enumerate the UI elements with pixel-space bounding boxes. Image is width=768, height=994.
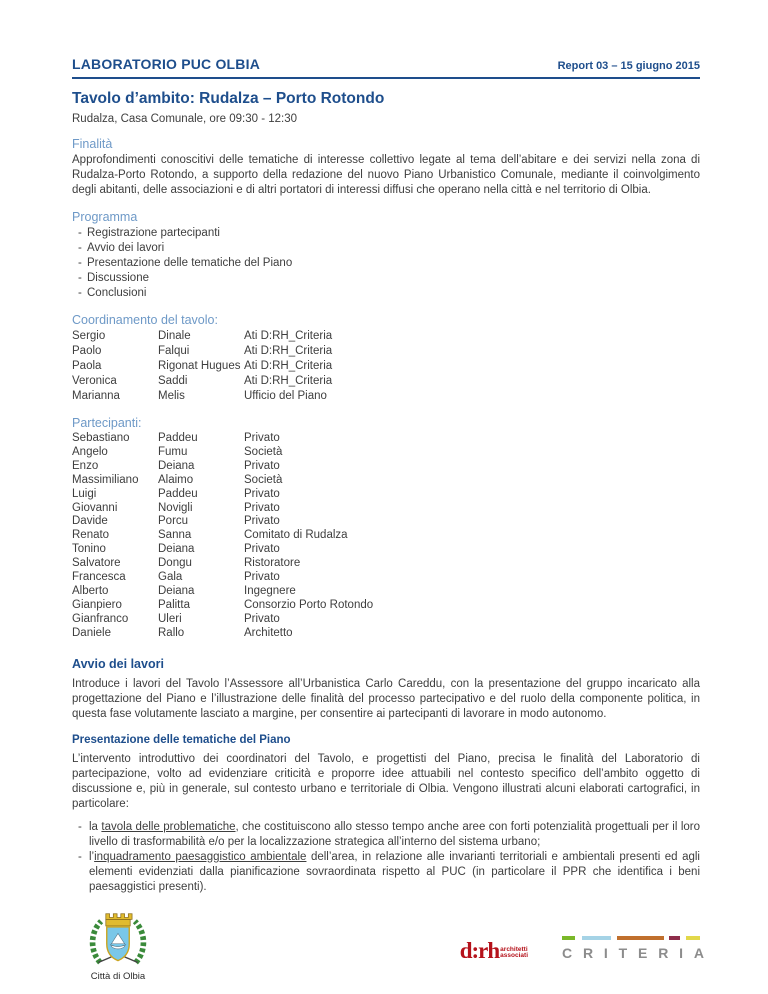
person-last-name: Paddeu xyxy=(158,432,198,444)
list-item-label: Conclusioni xyxy=(87,287,147,299)
criteria-logo-word xyxy=(562,945,704,961)
person-first-name: Paolo xyxy=(72,345,102,357)
table-row xyxy=(72,389,700,404)
person-first-name: Davide xyxy=(72,515,108,528)
table-row xyxy=(72,432,700,446)
person-first-name: Alberto xyxy=(72,584,109,597)
person-last-name: Deiana xyxy=(158,543,195,556)
person-organization: Privato xyxy=(244,543,280,556)
person-first-name: Gianfranco xyxy=(72,612,129,625)
person-organization: Ingegnere xyxy=(244,584,296,597)
person-organization: Privato xyxy=(244,612,280,625)
section-heading-avvio: Avvio dei lavori xyxy=(72,656,164,671)
dash-marker: - xyxy=(78,227,82,239)
list-item-label: Presentazione delle tematiche del Piano xyxy=(87,257,293,269)
elaborati-bullet-list xyxy=(72,820,700,895)
person-organization: Società xyxy=(244,473,283,486)
table-row xyxy=(72,543,700,557)
criteria-letter: T xyxy=(618,945,628,961)
table-row xyxy=(72,460,700,474)
table-row xyxy=(72,557,700,571)
person-first-name: Luigi xyxy=(72,487,97,500)
section-heading-finalita: Finalità xyxy=(72,137,113,151)
person-first-name: Tonino xyxy=(72,543,106,556)
header-report-number: Report 03 – 15 giugno 2015 xyxy=(557,60,700,72)
criteria-letter: I xyxy=(603,945,608,961)
person-first-name: Giovanni xyxy=(72,501,118,514)
criteria-letter: A xyxy=(693,945,704,961)
table-row xyxy=(72,374,700,389)
finalita-paragraph: Approfondimenti conoscitivi delle tematiche di interesse collettivo legate al tema dell’abitare e dei servizi nella zona di Rudalza-Porto Rotondo, a supporto della redazione del nuovo Piano Urbanistico Comunale, mediante il coinvolgimento degli abitanti, delle associazioni e di altri portatori di interessi diffusi che operano nella città e nel territorio di Olbia. xyxy=(72,154,700,196)
person-last-name: Rallo xyxy=(158,626,185,639)
person-organization: Privato xyxy=(244,501,280,514)
person-organization: Privato xyxy=(244,487,280,500)
list-item-text xyxy=(89,820,700,850)
person-organization: Consorzio Porto Rotondo xyxy=(244,598,374,611)
dash-marker: - xyxy=(78,820,82,833)
bullet-post: dell’area, in relazione alle invarianti territoriali e ambientali presenti ed agli elementi evidenziati dalla pianificazione sovraordinata rispetto al PUC (in particolare il PPR che identifica i beni paesaggistici presenti). xyxy=(89,850,700,893)
programma-list xyxy=(72,226,700,301)
person-last-name: Porcu xyxy=(158,515,189,528)
section-heading-coordinamento: Coordinamento del tavolo: xyxy=(72,313,218,327)
coordinamento-table xyxy=(72,329,700,404)
dash-marker: - xyxy=(78,287,82,299)
criteria-letter: R xyxy=(658,945,669,961)
list-item xyxy=(72,820,700,850)
list-item xyxy=(72,241,700,256)
criteria-letter: C xyxy=(562,945,573,961)
table-row xyxy=(72,359,700,374)
list-item-label: Discussione xyxy=(87,272,149,284)
table-row xyxy=(72,613,700,627)
person-first-name: Gianpiero xyxy=(72,598,122,611)
person-first-name: Enzo xyxy=(72,459,99,472)
drh-logo-text: d:rh xyxy=(459,938,500,963)
person-last-name: Gala xyxy=(158,571,183,584)
list-item xyxy=(72,226,700,241)
drh-subtext-line1: architetti xyxy=(500,945,528,953)
person-organization: Comitato di Rudalza xyxy=(244,529,348,542)
bullet-pre: l’ xyxy=(89,850,95,863)
person-last-name: Paddeu xyxy=(158,487,198,500)
person-last-name: Dongu xyxy=(158,557,192,570)
dash-marker: - xyxy=(78,242,82,254)
table-row xyxy=(72,571,700,585)
person-last-name: Deiana xyxy=(158,584,195,597)
person-organization: Ati D:RH_Criteria xyxy=(244,360,333,372)
person-first-name: Renato xyxy=(72,529,110,542)
person-last-name: Saddi xyxy=(158,375,188,387)
person-first-name: Paola xyxy=(72,360,102,372)
list-item xyxy=(72,286,700,301)
person-last-name: Rigonat Hugues xyxy=(158,360,241,372)
bullet-post: , che costituiscono allo stesso tempo anche aree con forti potenzialità progettuali per il loro livello di trasformabilità e/o per la localizzazione strategica all’interno del sistema urbano; xyxy=(89,820,700,848)
list-item-label: Registrazione partecipanti xyxy=(87,227,220,239)
drh-subtext-line2: associati xyxy=(500,952,528,959)
person-organization: Ristoratore xyxy=(244,557,301,570)
partecipanti-table xyxy=(72,432,700,641)
person-last-name: Deiana xyxy=(158,459,195,472)
page-title: Tavolo d’ambito: Rudalza – Porto Rotondo xyxy=(72,90,385,107)
bullet-underlined-phrase: inquadramento paesaggistico ambientale xyxy=(94,850,307,863)
person-first-name: Sergio xyxy=(72,330,106,342)
table-row xyxy=(72,502,700,516)
dash-marker: - xyxy=(78,272,82,284)
person-first-name: Marianna xyxy=(72,390,120,402)
person-first-name: Veronica xyxy=(72,375,117,387)
presentazione-paragraph: L’intervento introduttivo dei coordinatori del Tavolo, e progettisti del Piano, precisa le finalità del Laboratorio di partecipazione, volto ad evidenziare criticità e proporre idee attuabili nel contesto specifico dell’ambito oggetto di discussione e, più in generale, sul contesto urbano e territoriale di Olbia. Vengono illustrati alcuni elaborati cartografici, in particolare: xyxy=(72,752,700,810)
person-last-name: Fumu xyxy=(158,445,188,458)
list-item-text xyxy=(89,850,700,895)
section-heading-presentazione: Presentazione delle tematiche del Piano xyxy=(72,733,291,746)
table-row xyxy=(72,529,700,543)
person-first-name: Francesca xyxy=(72,571,126,584)
section-heading-programma: Programma xyxy=(72,210,138,224)
header-brand: LABORATORIO PUC OLBIA xyxy=(72,56,261,72)
person-last-name: Novigli xyxy=(158,501,193,514)
person-first-name: Daniele xyxy=(72,626,111,639)
person-first-name: Angelo xyxy=(72,445,108,458)
list-item-label: Avvio dei lavori xyxy=(87,242,165,254)
person-last-name: Melis xyxy=(158,390,185,402)
table-row xyxy=(72,446,700,460)
table-row xyxy=(72,515,700,529)
person-organization: Ati D:RH_Criteria xyxy=(244,375,333,387)
person-last-name: Uleri xyxy=(158,612,182,625)
person-organization: Architetto xyxy=(244,626,293,639)
person-last-name: Palitta xyxy=(158,598,190,611)
partner-logos xyxy=(460,936,704,966)
drh-logo xyxy=(459,938,528,963)
section-heading-partecipanti: Partecipanti: xyxy=(72,416,142,430)
person-organization: Privato xyxy=(244,571,280,584)
table-row xyxy=(72,329,700,344)
person-last-name: Sanna xyxy=(158,529,192,542)
page-subtitle: Rudalza, Casa Comunale, ore 09:30 - 12:30 xyxy=(72,113,298,125)
person-organization: Ati D:RH_Criteria xyxy=(244,345,333,357)
bullet-pre: la xyxy=(89,820,102,833)
person-organization: Società xyxy=(244,445,283,458)
person-first-name: Salvatore xyxy=(72,557,121,570)
person-first-name: Sebastiano xyxy=(72,432,130,444)
criteria-logo xyxy=(562,936,704,966)
person-organization: Privato xyxy=(244,432,280,444)
avvio-paragraph: Introduce i lavori del Tavolo l’Assessore all’Urbanistica Carlo Careddu, con la presentazione del gruppo incaricato alla progettazione del Piano e l’illustrazione delle finalità del processo partecipativo e del ruolo della componente politica, in questa fase volutamente lasciato a margine, per consentire ai partecipanti di lavorare in modo autonomo. xyxy=(72,677,700,720)
olbia-logo-caption: Città di Olbia xyxy=(90,971,146,982)
table-row xyxy=(72,627,700,641)
person-organization: Privato xyxy=(244,459,280,472)
list-item xyxy=(72,256,700,271)
table-row xyxy=(72,599,700,613)
table-row xyxy=(72,488,700,502)
table-row xyxy=(72,474,700,488)
bullet-underlined-phrase: tavola delle problematiche xyxy=(101,820,236,833)
table-row xyxy=(72,344,700,359)
person-last-name: Falqui xyxy=(158,345,190,357)
dash-marker: - xyxy=(78,850,82,863)
person-organization: Ufficio del Piano xyxy=(244,390,327,402)
table-row xyxy=(72,585,700,599)
olbia-crest-icon xyxy=(85,910,151,970)
criteria-letter: E xyxy=(638,945,648,961)
criteria-letter: R xyxy=(582,945,594,961)
person-first-name: Massimiliano xyxy=(72,473,139,486)
footer xyxy=(72,910,704,982)
person-last-name: Alaimo xyxy=(158,473,194,486)
dash-marker: - xyxy=(78,257,82,269)
person-organization: Privato xyxy=(244,515,280,528)
person-organization: Ati D:RH_Criteria xyxy=(244,330,333,342)
document-header xyxy=(72,56,700,79)
olbia-logo xyxy=(72,910,164,982)
list-item xyxy=(72,850,700,895)
person-last-name: Dinale xyxy=(158,330,191,342)
criteria-letter: I xyxy=(679,945,684,961)
drh-logo-subtext xyxy=(500,947,528,960)
list-item xyxy=(72,271,700,286)
